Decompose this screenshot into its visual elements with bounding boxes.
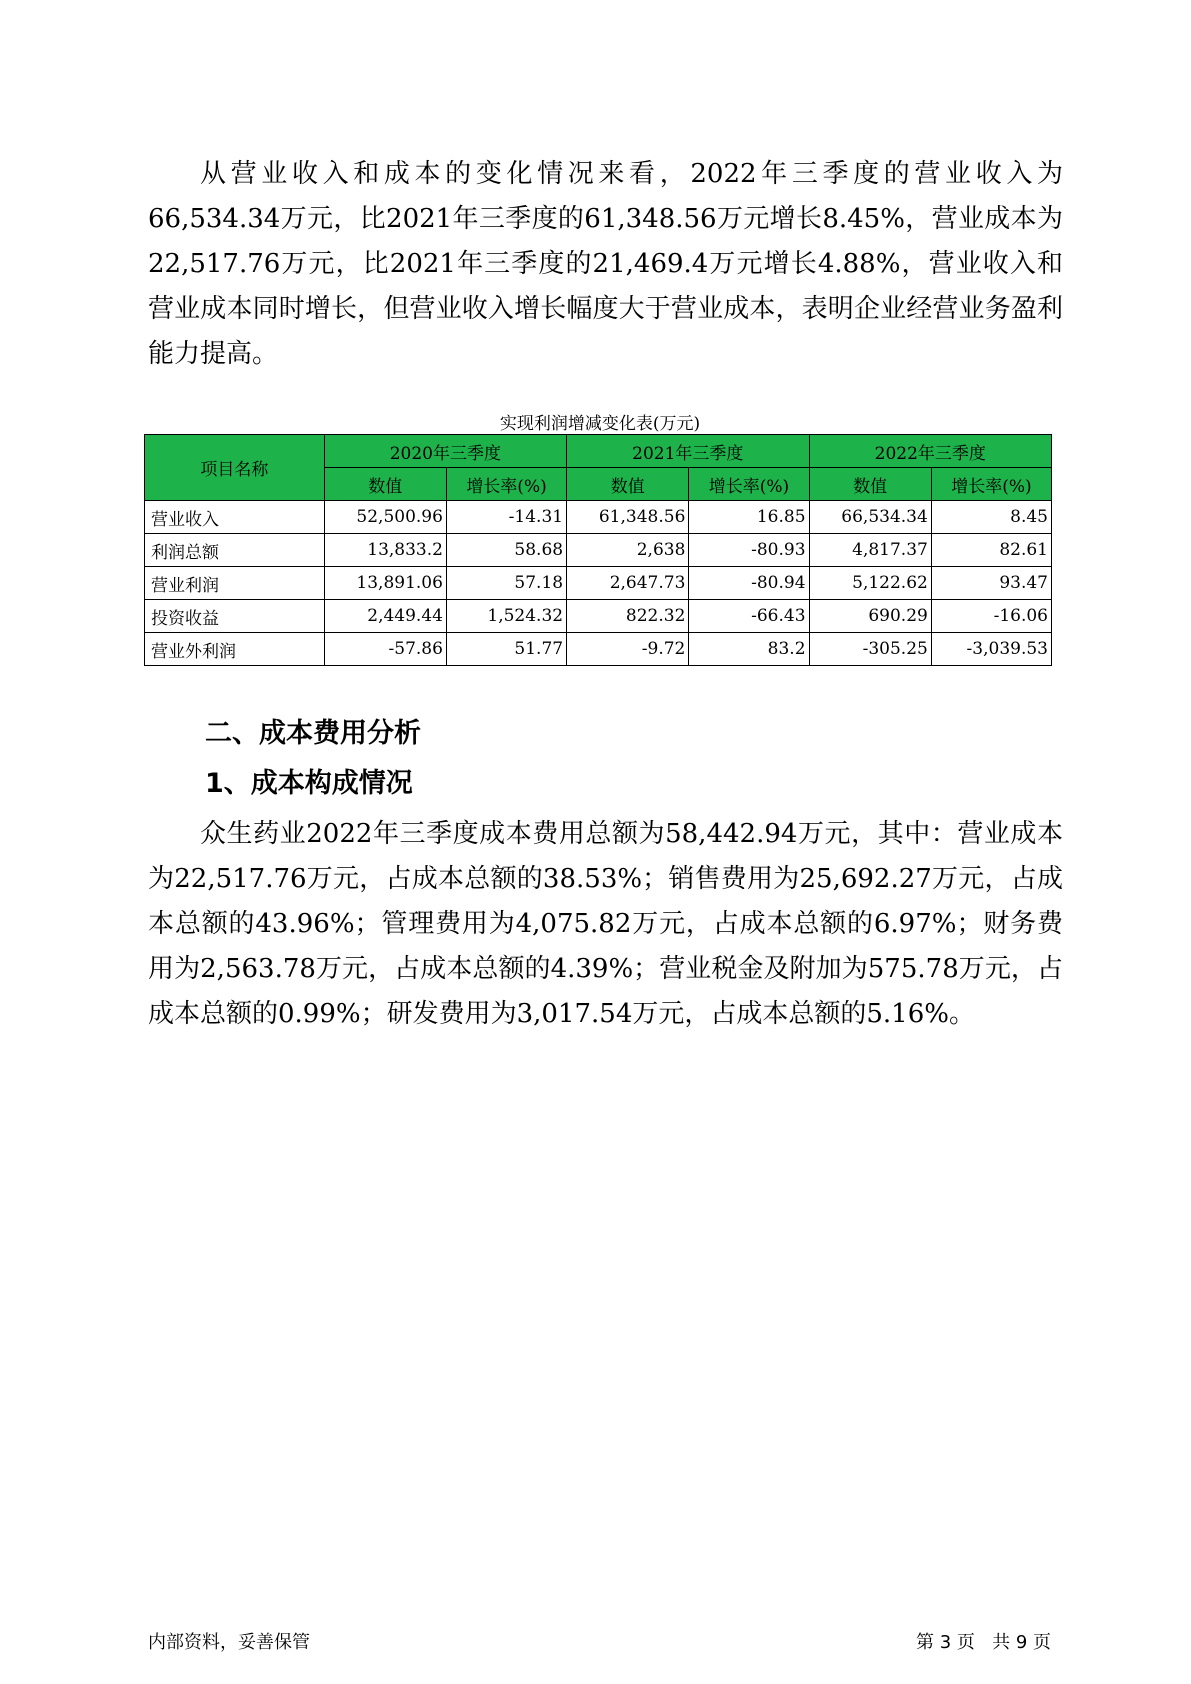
table-cell: 5,122.62: [809, 567, 931, 600]
header-item-name: 项目名称: [145, 435, 325, 501]
table-cell: 13,891.06: [324, 567, 446, 600]
table-cell: -305.25: [809, 633, 931, 666]
table-cell: 51.77: [446, 633, 566, 666]
table-row: [145, 534, 1052, 567]
table-row: [145, 600, 1052, 633]
table-cell: 4,817.37: [809, 534, 931, 567]
table-cell: 13,833.2: [324, 534, 446, 567]
header-value: 数值: [324, 468, 446, 501]
paragraph-cost-structure: [148, 812, 1063, 1037]
table-cell: 66,534.34: [809, 501, 931, 534]
paragraph-text: 从营业收入和成本的变化情况来看，2022年三季度的营业收入为66,534.34万元，比2021年三季度的61,348.56万元增长8.45%，营业成本为22,517.76万元，比2021年三季度的21,469.4万元增长4.88%，营业收入和营业成本同时增长，但营业收入增长幅度大于营业成本，表明企业经营业务盈利能力提高。: [148, 159, 1063, 369]
profit-change-table: [144, 434, 1052, 666]
table-cell: 690.29: [809, 600, 931, 633]
table-cell: -16.06: [931, 600, 1051, 633]
section-heading: 二、成本费用分析: [205, 718, 421, 749]
page-number: 第 3 页 共 9 页: [916, 1632, 1051, 1653]
table-cell: 822.32: [567, 600, 689, 633]
table-cell: -66.43: [689, 600, 809, 633]
table-cell: -3,039.53: [931, 633, 1051, 666]
row-label: 营业收入: [145, 501, 325, 534]
paragraph-revenue-cost: [148, 152, 1063, 377]
header-rate: 增长率(%): [931, 468, 1051, 501]
table-cell: 2,449.44: [324, 600, 446, 633]
table-cell: -14.31: [446, 501, 566, 534]
header-period: 2021年三季度: [567, 435, 809, 468]
table-cell: 57.18: [446, 567, 566, 600]
table-row: [145, 633, 1052, 666]
table-cell: 2,647.73: [567, 567, 689, 600]
header-rate: 增长率(%): [689, 468, 809, 501]
table-cell: 2,638: [567, 534, 689, 567]
header-value: 数值: [567, 468, 689, 501]
row-label: 利润总额: [145, 534, 325, 567]
table-cell: -57.86: [324, 633, 446, 666]
header-value: 数值: [809, 468, 931, 501]
table-cell: -80.94: [689, 567, 809, 600]
row-label: 营业外利润: [145, 633, 325, 666]
table-cell: 93.47: [931, 567, 1051, 600]
table-cell: 83.2: [689, 633, 809, 666]
subsection-heading: 1、成本构成情况: [205, 768, 413, 799]
table-cell: 8.45: [931, 501, 1051, 534]
table-row: [145, 501, 1052, 534]
row-label: 投资收益: [145, 600, 325, 633]
table-row: [145, 567, 1052, 600]
table-cell: 16.85: [689, 501, 809, 534]
table-cell: 82.61: [931, 534, 1051, 567]
table-caption: 实现利润增减变化表(万元): [499, 414, 701, 434]
header-period: 2020年三季度: [324, 435, 566, 468]
table-cell: 58.68: [446, 534, 566, 567]
header-period: 2022年三季度: [809, 435, 1051, 468]
table-cell: 52,500.96: [324, 501, 446, 534]
header-rate: 增长率(%): [446, 468, 566, 501]
table-cell: 61,348.56: [567, 501, 689, 534]
paragraph-text: 众生药业2022年三季度成本费用总额为58,442.94万元，其中：营业成本为22,517.76万元，占成本总额的38.53%；销售费用为25,692.27万元，占成本总额的43.96%；管理费用为4,075.82万元，占成本总额的6.97%；财务费用为2,563.78万元，占成本总额的4.39%；营业税金及附加为575.78万元，占成本总额的0.99%；研发费用为3,017.54万元，占成本总额的5.16%。: [148, 819, 1063, 1029]
table-cell: 1,524.32: [446, 600, 566, 633]
table-cell: -9.72: [567, 633, 689, 666]
table-cell: -80.93: [689, 534, 809, 567]
footer-confidential-note: 内部资料，妥善保管: [148, 1632, 310, 1653]
row-label: 营业利润: [145, 567, 325, 600]
